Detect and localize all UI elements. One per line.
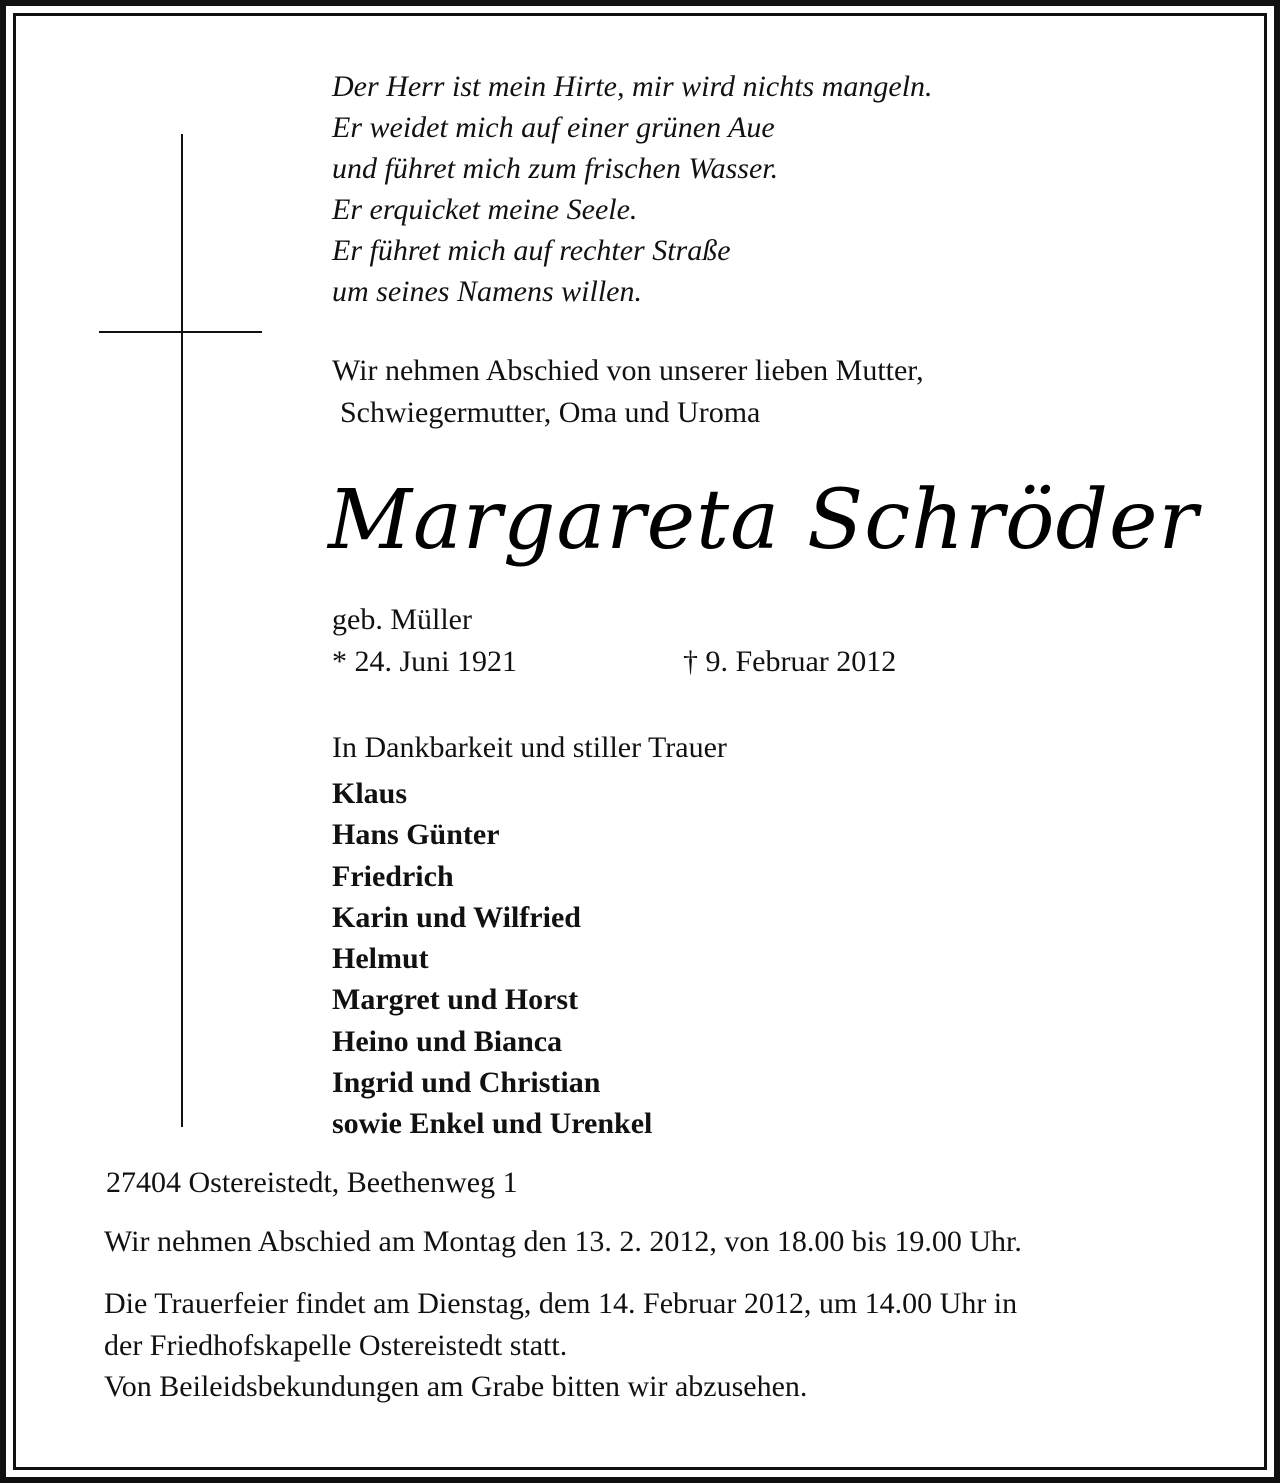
psalm-line: Er weidet mich auf einer grünen Aue	[332, 111, 775, 144]
psalm-line: Der Herr ist mein Hirte, mir wird nichts mangeln.	[332, 70, 933, 103]
farewell-intro	[332, 350, 924, 434]
cross-horizontal-bar	[99, 331, 262, 333]
family-member: Ingrid und Christian	[332, 1066, 601, 1100]
mourning-line: In Dankbarkeit und stiller Trauer	[332, 731, 727, 764]
death-date: † 9. Februar 2012	[683, 645, 897, 678]
cross-vertical-bar	[181, 134, 183, 1127]
viewing-info: Wir nehmen Abschied am Montag den 13. 2. 2012, von 18.00 bis 19.00 Uhr.	[104, 1225, 1022, 1258]
birth-date: * 24. Juni 1921	[332, 645, 518, 678]
ceremony-line: der Friedhofskapelle Ostereistedt statt.	[104, 1328, 568, 1362]
ceremony-info	[104, 1283, 1017, 1408]
intro-line: Wir nehmen Abschied von unserer lieben Mutter,	[332, 354, 924, 387]
psalm-line: Er führet mich auf rechter Straße	[332, 234, 731, 267]
family-member: Hans Günter	[332, 818, 500, 852]
birth-name: geb. Müller	[332, 603, 472, 636]
family-member: Heino und Bianca	[332, 1024, 563, 1058]
deceased-name: Margareta Schröder	[328, 473, 1199, 568]
psalm-verse	[332, 66, 933, 312]
ceremony-line: Die Trauerfeier findet am Dienstag, dem 14. Februar 2012, um 14.00 Uhr in	[104, 1287, 1018, 1320]
psalm-line: und führet mich zum frischen Wasser.	[332, 152, 779, 185]
psalm-line: Er erquicket meine Seele.	[332, 193, 638, 226]
ceremony-line: Von Beileidsbekundungen am Grabe bitten wir abzusehen.	[104, 1370, 808, 1403]
psalm-line: um seines Namens willen.	[332, 275, 642, 308]
family-list	[332, 773, 652, 1145]
family-member: Klaus	[332, 777, 408, 810]
family-member: Margret und Horst	[332, 983, 579, 1017]
intro-line: Schwiegermutter, Oma und Uroma	[340, 396, 761, 429]
address: 27404 Ostereistedt, Beethenweg 1	[106, 1166, 518, 1199]
family-member: Friedrich	[332, 859, 454, 893]
family-member: sowie Enkel und Urenkel	[332, 1107, 653, 1141]
family-member: Helmut	[332, 942, 429, 976]
family-member: Karin und Wilfried	[332, 900, 581, 934]
